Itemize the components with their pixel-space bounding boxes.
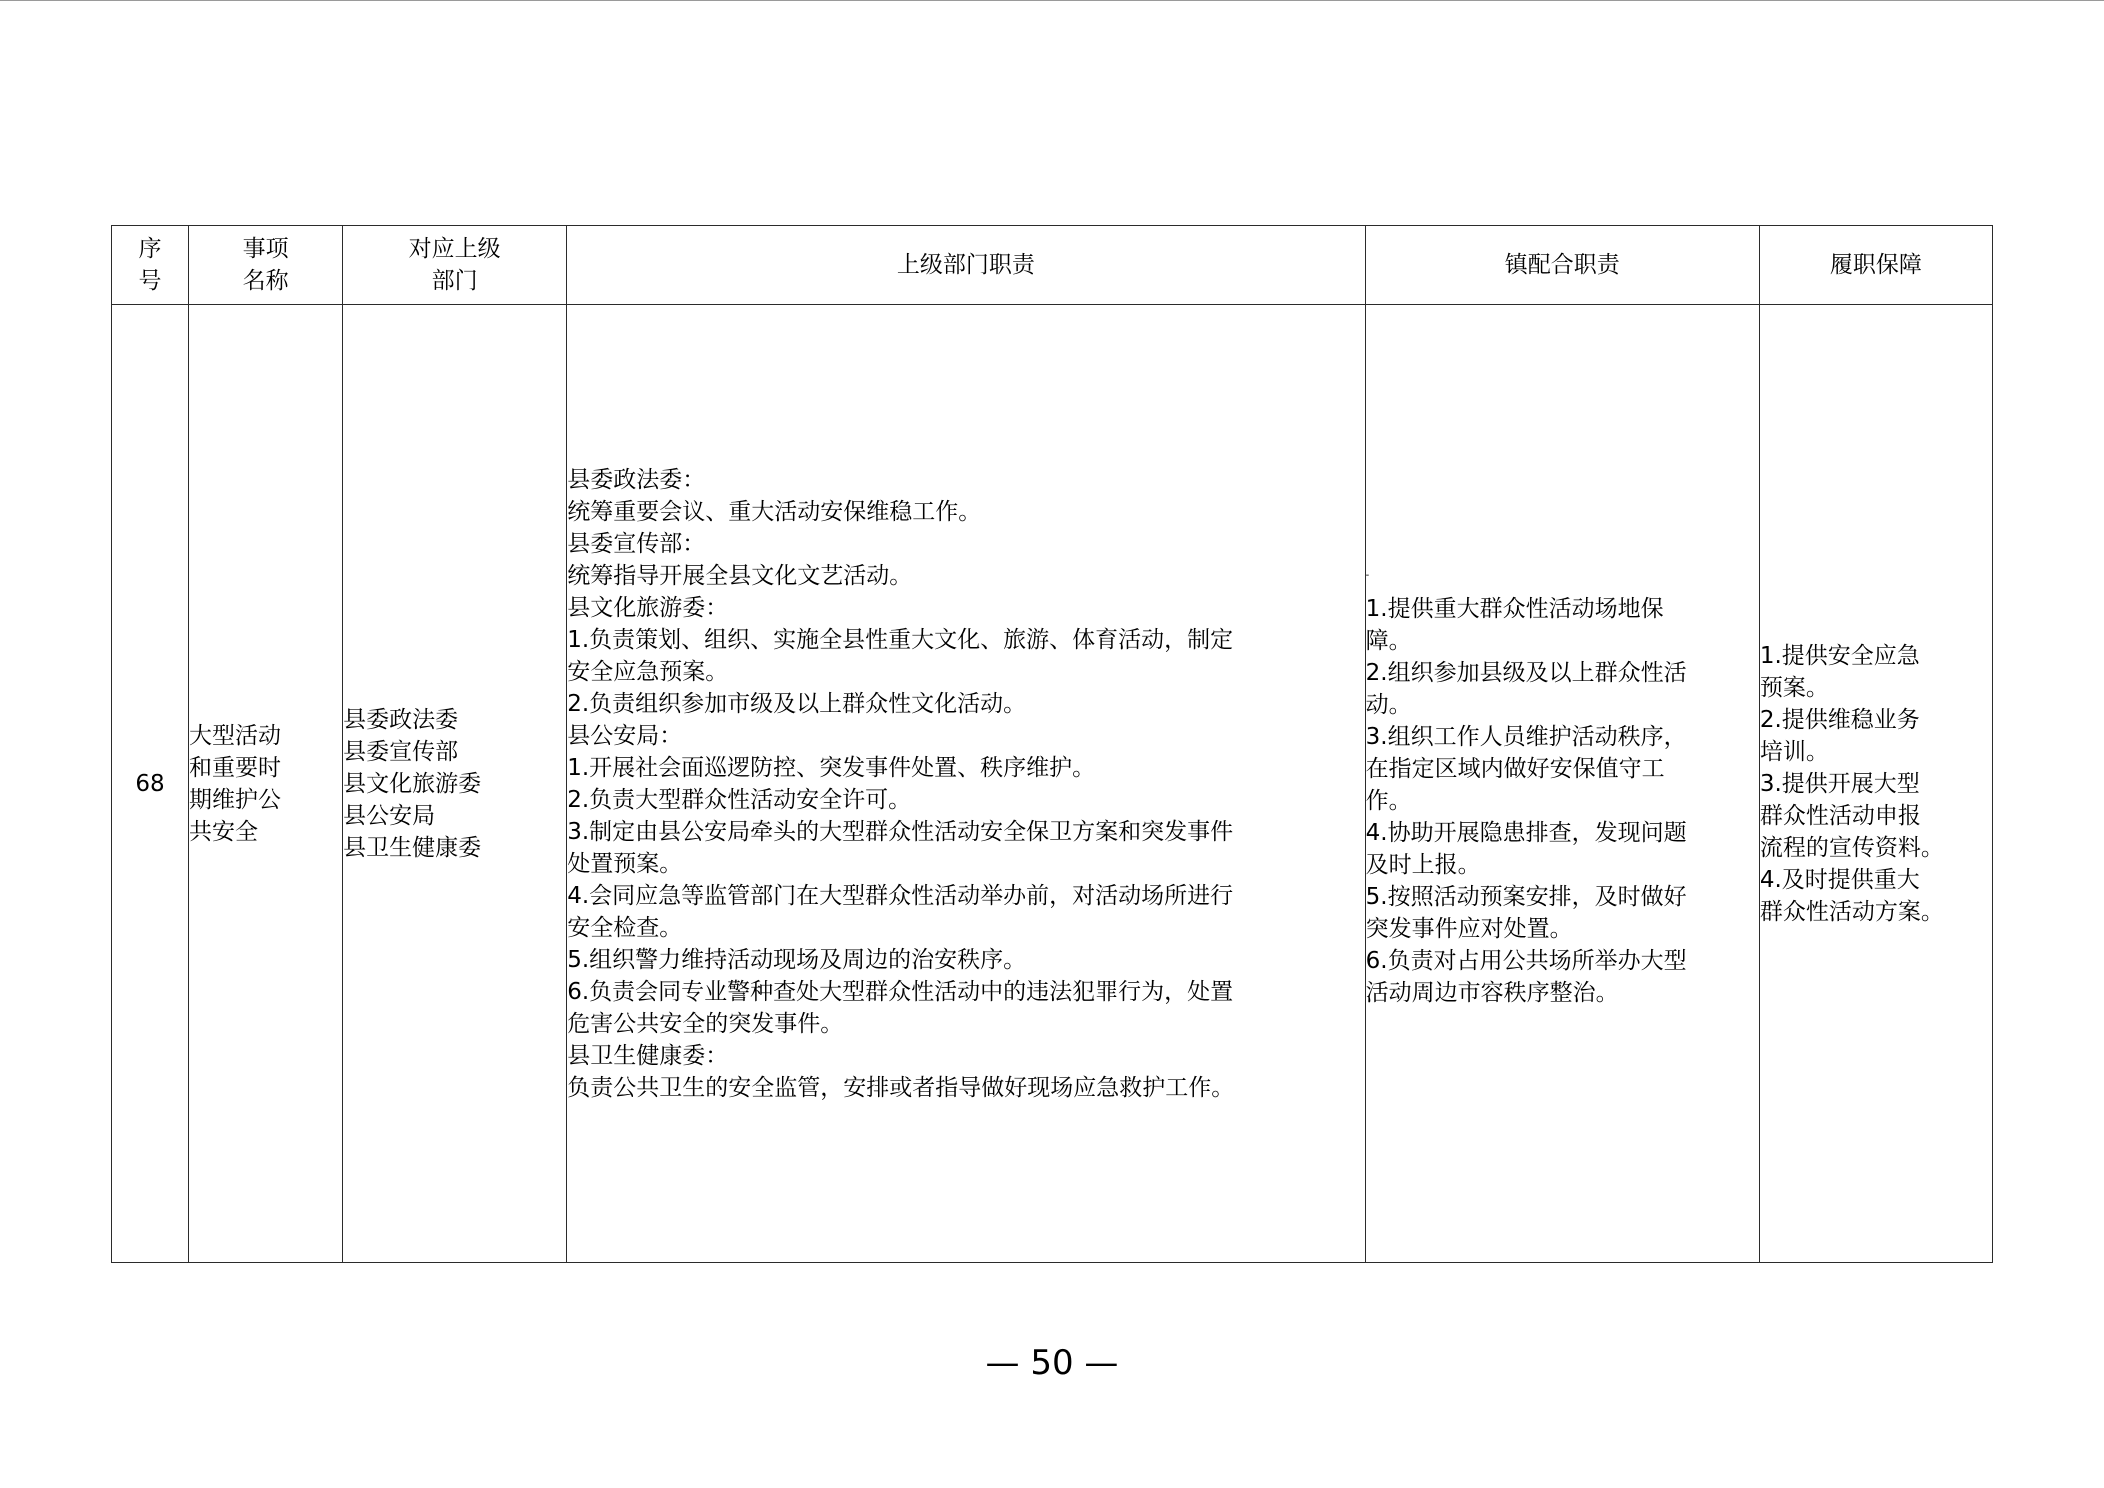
duty-line: 2.负责组织参加市级及以上群众性文化活动。 [567,690,1027,717]
page-number: — 50 — [985,1343,1119,1383]
serial-number-cell: 68 [112,305,189,1263]
town-duty-line: 及时上报。 [1365,851,1481,878]
header-item-name-line: 事项 [242,236,289,262]
town-duty-line: 6.负责对占用公共场所举办大型 [1365,947,1687,974]
item-name-line: 共安全 [189,818,259,845]
duty-line: 县卫生健康委： [567,1042,729,1069]
responsibility-table [111,225,1993,1263]
header-superior-department-line: 对应上级 [408,236,501,262]
duty-line: 2.负责大型群众性活动安全许可。 [567,786,912,813]
page-top-rule [0,0,2104,1]
duty-line: 统筹重要会议、重大活动安保维稳工作。 [567,498,982,525]
town-duty-line: 活动周边市容秩序整治。 [1365,979,1619,1006]
duty-line: 5.组织警力维持活动现场及周边的治安秩序。 [567,946,1027,973]
department-line: 县委政法委 [343,706,459,733]
duty-line: 危害公共安全的突发事件。 [567,1010,844,1037]
town-duty-line: 2.组织参加县级及以上群众性活 [1365,659,1687,686]
duty-line: 4.会同应急等监管部门在大型群众性活动举办前，对活动场所进行 [567,882,1234,909]
table-row [112,305,1993,1263]
duty-line: 县公安局： [567,722,683,749]
town-duty-line: 5.按照活动预案安排，及时做好 [1365,883,1687,910]
town-duty-line: 障。 [1365,627,1412,654]
header-superior-department-line: 部门 [431,268,478,294]
guarantee-line: 4.及时提供重大 [1759,866,1920,893]
header-item-name [189,226,343,305]
duty-line: 6.负责会同专业警种查处大型群众性活动中的违法犯罪行为，处置 [567,978,1234,1005]
header-superior-duties: 上级部门职责 [567,226,1365,305]
item-name-line: 和重要时 [189,754,282,781]
header-superior-department [343,226,567,305]
town-duty-line: 4.协助开展隐患排查，发现问题 [1365,819,1687,846]
department-line: 县公安局 [343,802,436,829]
guarantee-line: 培训。 [1759,738,1829,765]
duty-line: 县委政法委： [567,466,706,493]
guarantee-line: 3.提供开展大型 [1759,770,1920,797]
guarantee-line: 1.提供安全应急 [1759,642,1920,669]
header-serial-number-line: 号 [138,268,162,294]
duty-line: 1.负责策划、组织、实施全县性重大文化、旅游、体育活动，制定 [567,626,1234,653]
town-duty-line: 在指定区域内做好安保值守工 [1365,755,1665,782]
item-name-line: 大型活动 [189,722,282,749]
table-header-row [112,226,1993,305]
duty-line: 处置预案。 [567,850,683,877]
header-performance-guarantee: 履职保障 [1759,226,1992,305]
duty-line: 安全应急预案。 [567,658,729,685]
duty-line: 3.制定由县公安局牵头的大型群众性活动安全保卫方案和突发事件 [567,818,1234,845]
performance-guarantee-cell [1759,305,1992,1263]
header-item-name-line: 名称 [242,268,289,294]
header-serial-number-line: 序 [138,236,162,262]
department-line: 县委宣传部 [343,738,459,765]
duty-line: 县文化旅游委： [567,594,729,621]
item-name-cell [189,305,343,1263]
item-name-line: 期维护公 [189,786,282,813]
department-line: 县文化旅游委 [343,770,482,797]
stray-mark: - [1365,569,1370,581]
superior-duties-cell [567,305,1365,1263]
town-duty-line: 突发事件应对处置。 [1365,915,1573,942]
duty-line: 安全检查。 [567,914,683,941]
superior-department-cell [343,305,567,1263]
guarantee-line: 群众性活动申报 [1759,802,1921,829]
duty-line: 1.开展社会面巡逻防控、突发事件处置、秩序维护。 [567,754,1096,781]
header-serial-number [112,226,189,305]
duty-line: 负责公共卫生的安全监管，安排或者指导做好现场应急救护工作。 [567,1074,1235,1101]
town-duty-line: 动。 [1365,691,1412,718]
guarantee-line: 群众性活动方案。 [1759,898,1944,925]
town-duties-cell [1365,305,1759,1263]
guarantee-line: 2.提供维稳业务 [1759,706,1920,733]
town-duty-line: 3.组织工作人员维护活动秩序， [1365,723,1687,750]
duty-line: 统筹指导开展全县文化文艺活动。 [567,562,913,589]
town-duty-line: 1.提供重大群众性活动场地保 [1365,595,1664,622]
guarantee-line: 预案。 [1759,674,1829,701]
duty-line: 县委宣传部： [567,530,706,557]
department-line: 县卫生健康委 [343,834,482,861]
header-town-duties: 镇配合职责 [1365,226,1759,305]
town-duty-line: 作。 [1365,787,1412,814]
guarantee-line: 流程的宣传资料。 [1759,834,1944,861]
